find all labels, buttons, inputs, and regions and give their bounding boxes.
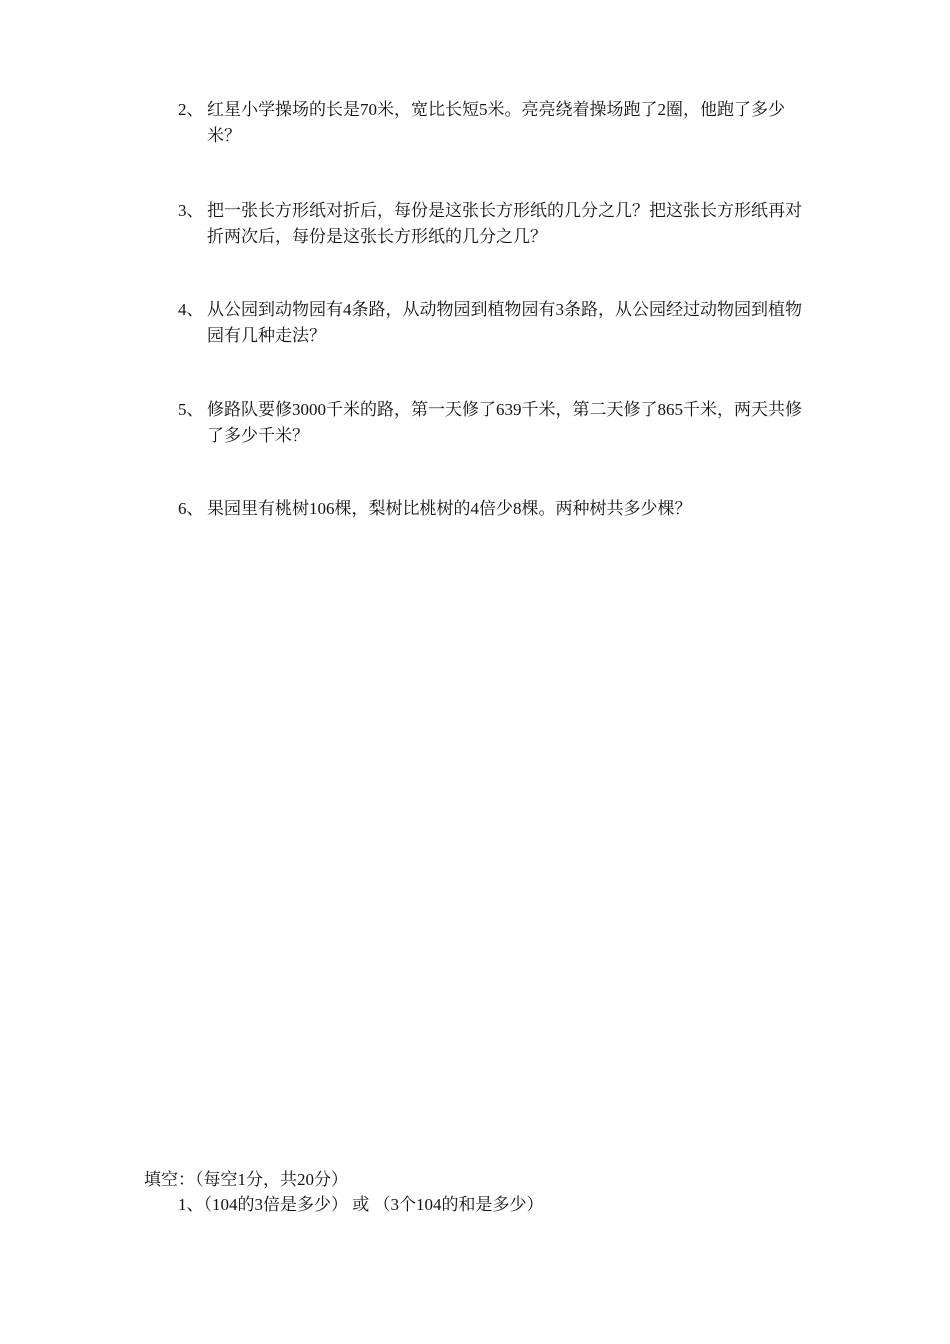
fill-item-part1: （104的3倍是多少） bbox=[203, 1195, 348, 1214]
problem-text: 从公园到动物园有4条路，从动物园到植物园有3条路，从公园经过动物园到植物园有几种走法？ bbox=[207, 300, 802, 345]
problem-text: 果园里有桃树106棵，梨树比桃树的4倍少8棵。两种树共多少棵？ bbox=[207, 499, 692, 518]
word-problem-6 bbox=[178, 496, 818, 522]
problem-number: 3、 bbox=[178, 201, 204, 220]
word-problem-2 bbox=[178, 97, 818, 149]
problem-text: 修路队要修3000千米的路，第一天修了639千米，第二天修了865千米，两天共修了多少千米？ bbox=[207, 400, 802, 445]
problem-text: 红星小学操场的长是70米，宽比长短5米。亮亮绕着操场跑了2圈，他跑了多少米？ bbox=[207, 100, 785, 145]
fill-item-number: 1、 bbox=[178, 1195, 204, 1214]
fill-in-section-heading: 填空：（每空1分，共20分） bbox=[144, 1170, 348, 1189]
problem-number: 5、 bbox=[178, 400, 204, 419]
problem-number: 2、 bbox=[178, 100, 204, 119]
problem-number: 6、 bbox=[178, 499, 204, 518]
word-problem-3 bbox=[178, 198, 818, 250]
word-problem-4 bbox=[178, 297, 818, 349]
fill-item-connector: 或 bbox=[352, 1195, 370, 1214]
fill-in-item-1 bbox=[178, 1193, 544, 1217]
problem-number: 4、 bbox=[178, 300, 204, 319]
fill-item-part2: （3个104的和是多少） bbox=[373, 1195, 544, 1214]
problem-text: 把一张长方形纸对折后，每份是这张长方形纸的几分之几？把这张长方形纸再对折两次后，每份是这张长方形纸的几分之几？ bbox=[207, 201, 802, 246]
word-problem-5 bbox=[178, 397, 818, 449]
